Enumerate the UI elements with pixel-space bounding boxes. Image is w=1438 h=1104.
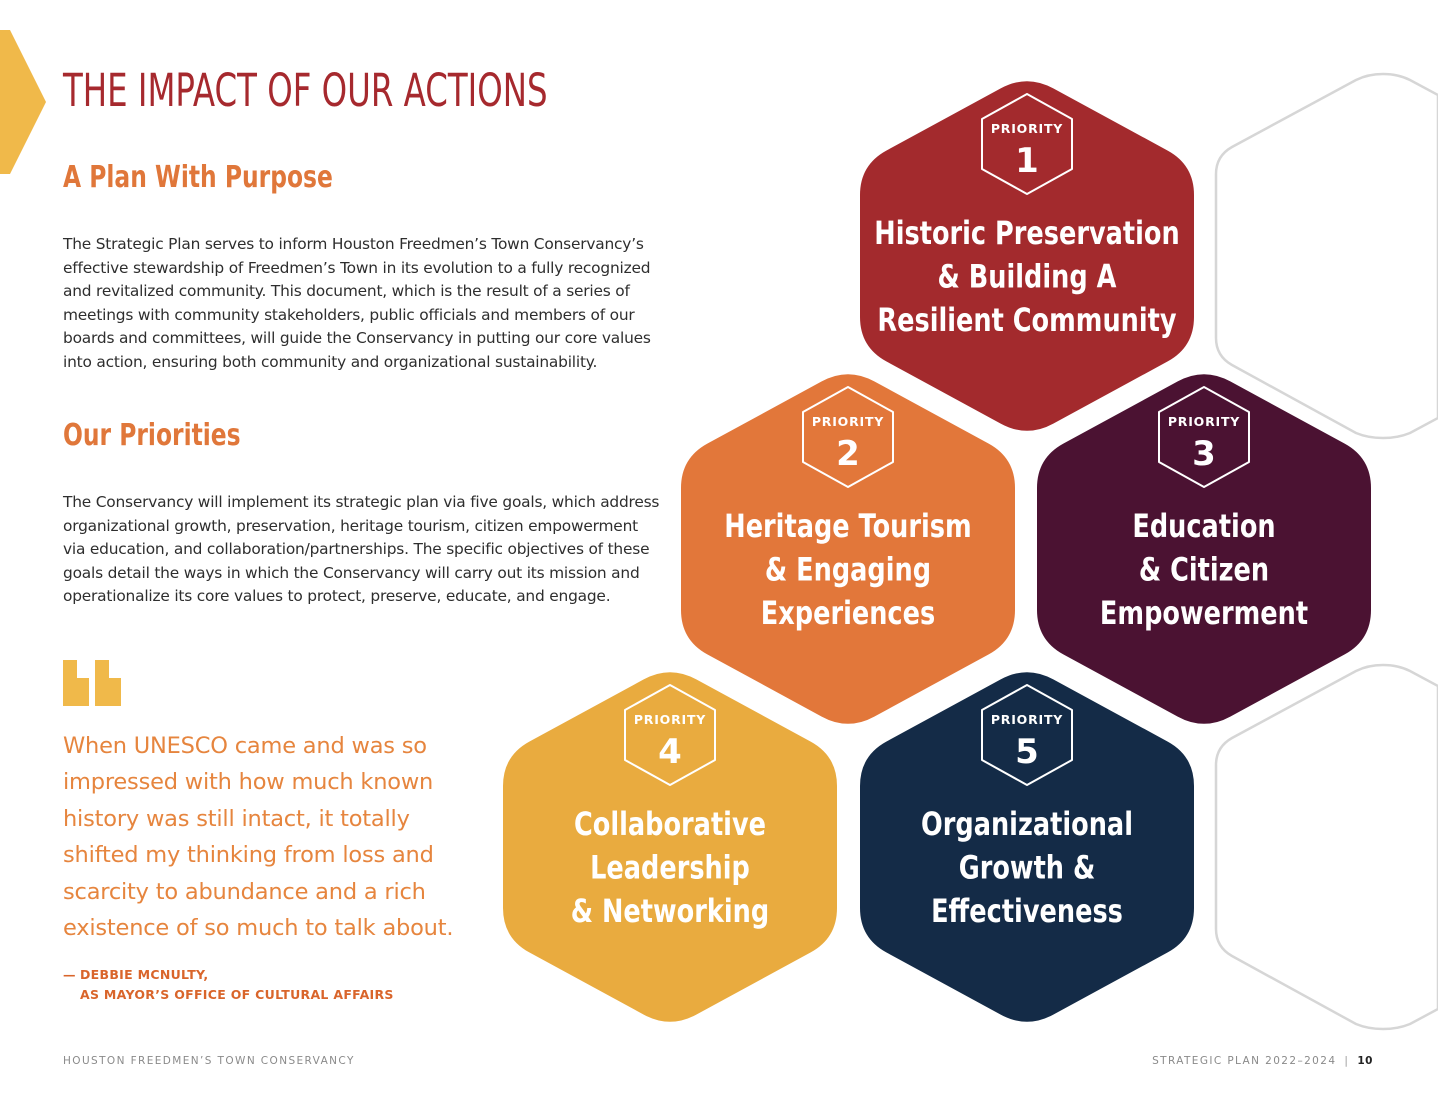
- priority-label: PRIORITY: [990, 712, 1064, 727]
- plan-line: effective stewardship of Freedmen’s Town in its evolution to a fully recognized: [63, 258, 651, 277]
- page-number: 10: [1357, 1055, 1373, 1067]
- priorities-line: The Conservancy will implement its strategic plan via five goals, which address: [63, 493, 660, 511]
- footer-doc-info: [1152, 1055, 1373, 1067]
- quote-line: When UNESCO came and was so: [63, 733, 427, 759]
- plan-line: meetings with community stakeholders, public officials and members of our: [63, 305, 635, 324]
- priorities-line: operationalize its core values to protect, preserve, educate, and engage.: [63, 587, 611, 606]
- priority-title-line: Leadership: [590, 848, 750, 887]
- priority-title-line: Effectiveness: [931, 892, 1123, 930]
- attribution-dash: —: [63, 967, 76, 982]
- priorities-line: via education, and collaboration/partnerships. The specific objectives of these: [63, 540, 650, 559]
- priority-title-line: Collaborative: [573, 805, 767, 843]
- priority-label: PRIORITY: [1167, 414, 1241, 429]
- priority-number: 1: [1015, 141, 1039, 181]
- priority-number: 2: [836, 434, 860, 474]
- plan-line: The Strategic Plan serves to inform Houston Freedmen’s Town Conservancy’s: [63, 235, 644, 253]
- priority-number: 4: [658, 732, 682, 772]
- outline-hexagon: [1216, 665, 1438, 1029]
- priority-title-line: Growth &: [958, 848, 1096, 887]
- plan-line: boards and committees, will guide the Conservancy in putting our core values: [63, 329, 651, 348]
- quote-line: history was still intact, it totally: [63, 805, 410, 832]
- plan-heading: A Plan With Purpose: [63, 160, 333, 195]
- priority-5-hexagon: [860, 672, 1194, 1022]
- priority-number: 5: [1015, 732, 1039, 772]
- priority-2-hexagon: [681, 374, 1015, 724]
- footer-doc-title: STRATEGIC PLAN 2022–2024: [1152, 1055, 1337, 1067]
- priority-label: PRIORITY: [990, 121, 1064, 136]
- quote-line: existence of so much to talk about.: [63, 915, 454, 942]
- priority-number: 3: [1192, 434, 1216, 474]
- footer-org: HOUSTON FREEDMEN’S TOWN CONSERVANCY: [63, 1055, 355, 1067]
- priority-label: PRIORITY: [633, 712, 707, 727]
- priorities-heading: Our Priorities: [63, 418, 241, 453]
- plan-line: into action, ensuring both community and organizational sustainability.: [63, 352, 598, 371]
- priorities-line: organizational growth, preservation, heritage tourism, citizen empowerment: [63, 516, 638, 535]
- priority-title-line: Historic Preservation: [874, 214, 1180, 252]
- priority-title-line: & Engaging: [764, 550, 932, 589]
- outline-hexagon: [1216, 74, 1438, 438]
- priority-title-line: Education: [1132, 507, 1276, 545]
- priority-title-line: Resilient Community: [877, 301, 1177, 339]
- priority-title-line: & Networking: [570, 892, 770, 930]
- priority-1-hexagon: [860, 81, 1194, 431]
- page-title: THE IMPACT OF OUR ACTIONS: [63, 64, 548, 117]
- plan-line: and revitalized community. This document, which is the result of a series of: [63, 282, 630, 301]
- footer-separator: |: [1344, 1055, 1350, 1067]
- quote-line: scarcity to abundance and a rich: [63, 878, 426, 905]
- priority-4-hexagon: [503, 672, 837, 1022]
- attribution-name: DEBBIE MCNULTY,: [80, 967, 209, 982]
- priority-label: PRIORITY: [811, 414, 885, 429]
- priority-title-line: Organizational: [921, 805, 1133, 843]
- priority-title-line: & Citizen: [1138, 550, 1270, 589]
- priority-title-line: Empowerment: [1099, 594, 1309, 632]
- quote-line: impressed with how much known: [63, 769, 434, 796]
- priorities-line: goals detail the ways in which the Conservancy will carry out its mission and: [63, 563, 640, 582]
- quote-line: shifted my thinking from loss and: [63, 842, 434, 869]
- priority-title-line: Heritage Tourism: [724, 507, 972, 545]
- priority-title-line: Experiences: [760, 594, 936, 632]
- priority-title-line: & Building A: [937, 257, 1117, 296]
- priority-3-hexagon: [1037, 374, 1371, 724]
- attribution-org: AS MAYOR’S OFFICE OF CULTURAL AFFAIRS: [80, 987, 394, 1002]
